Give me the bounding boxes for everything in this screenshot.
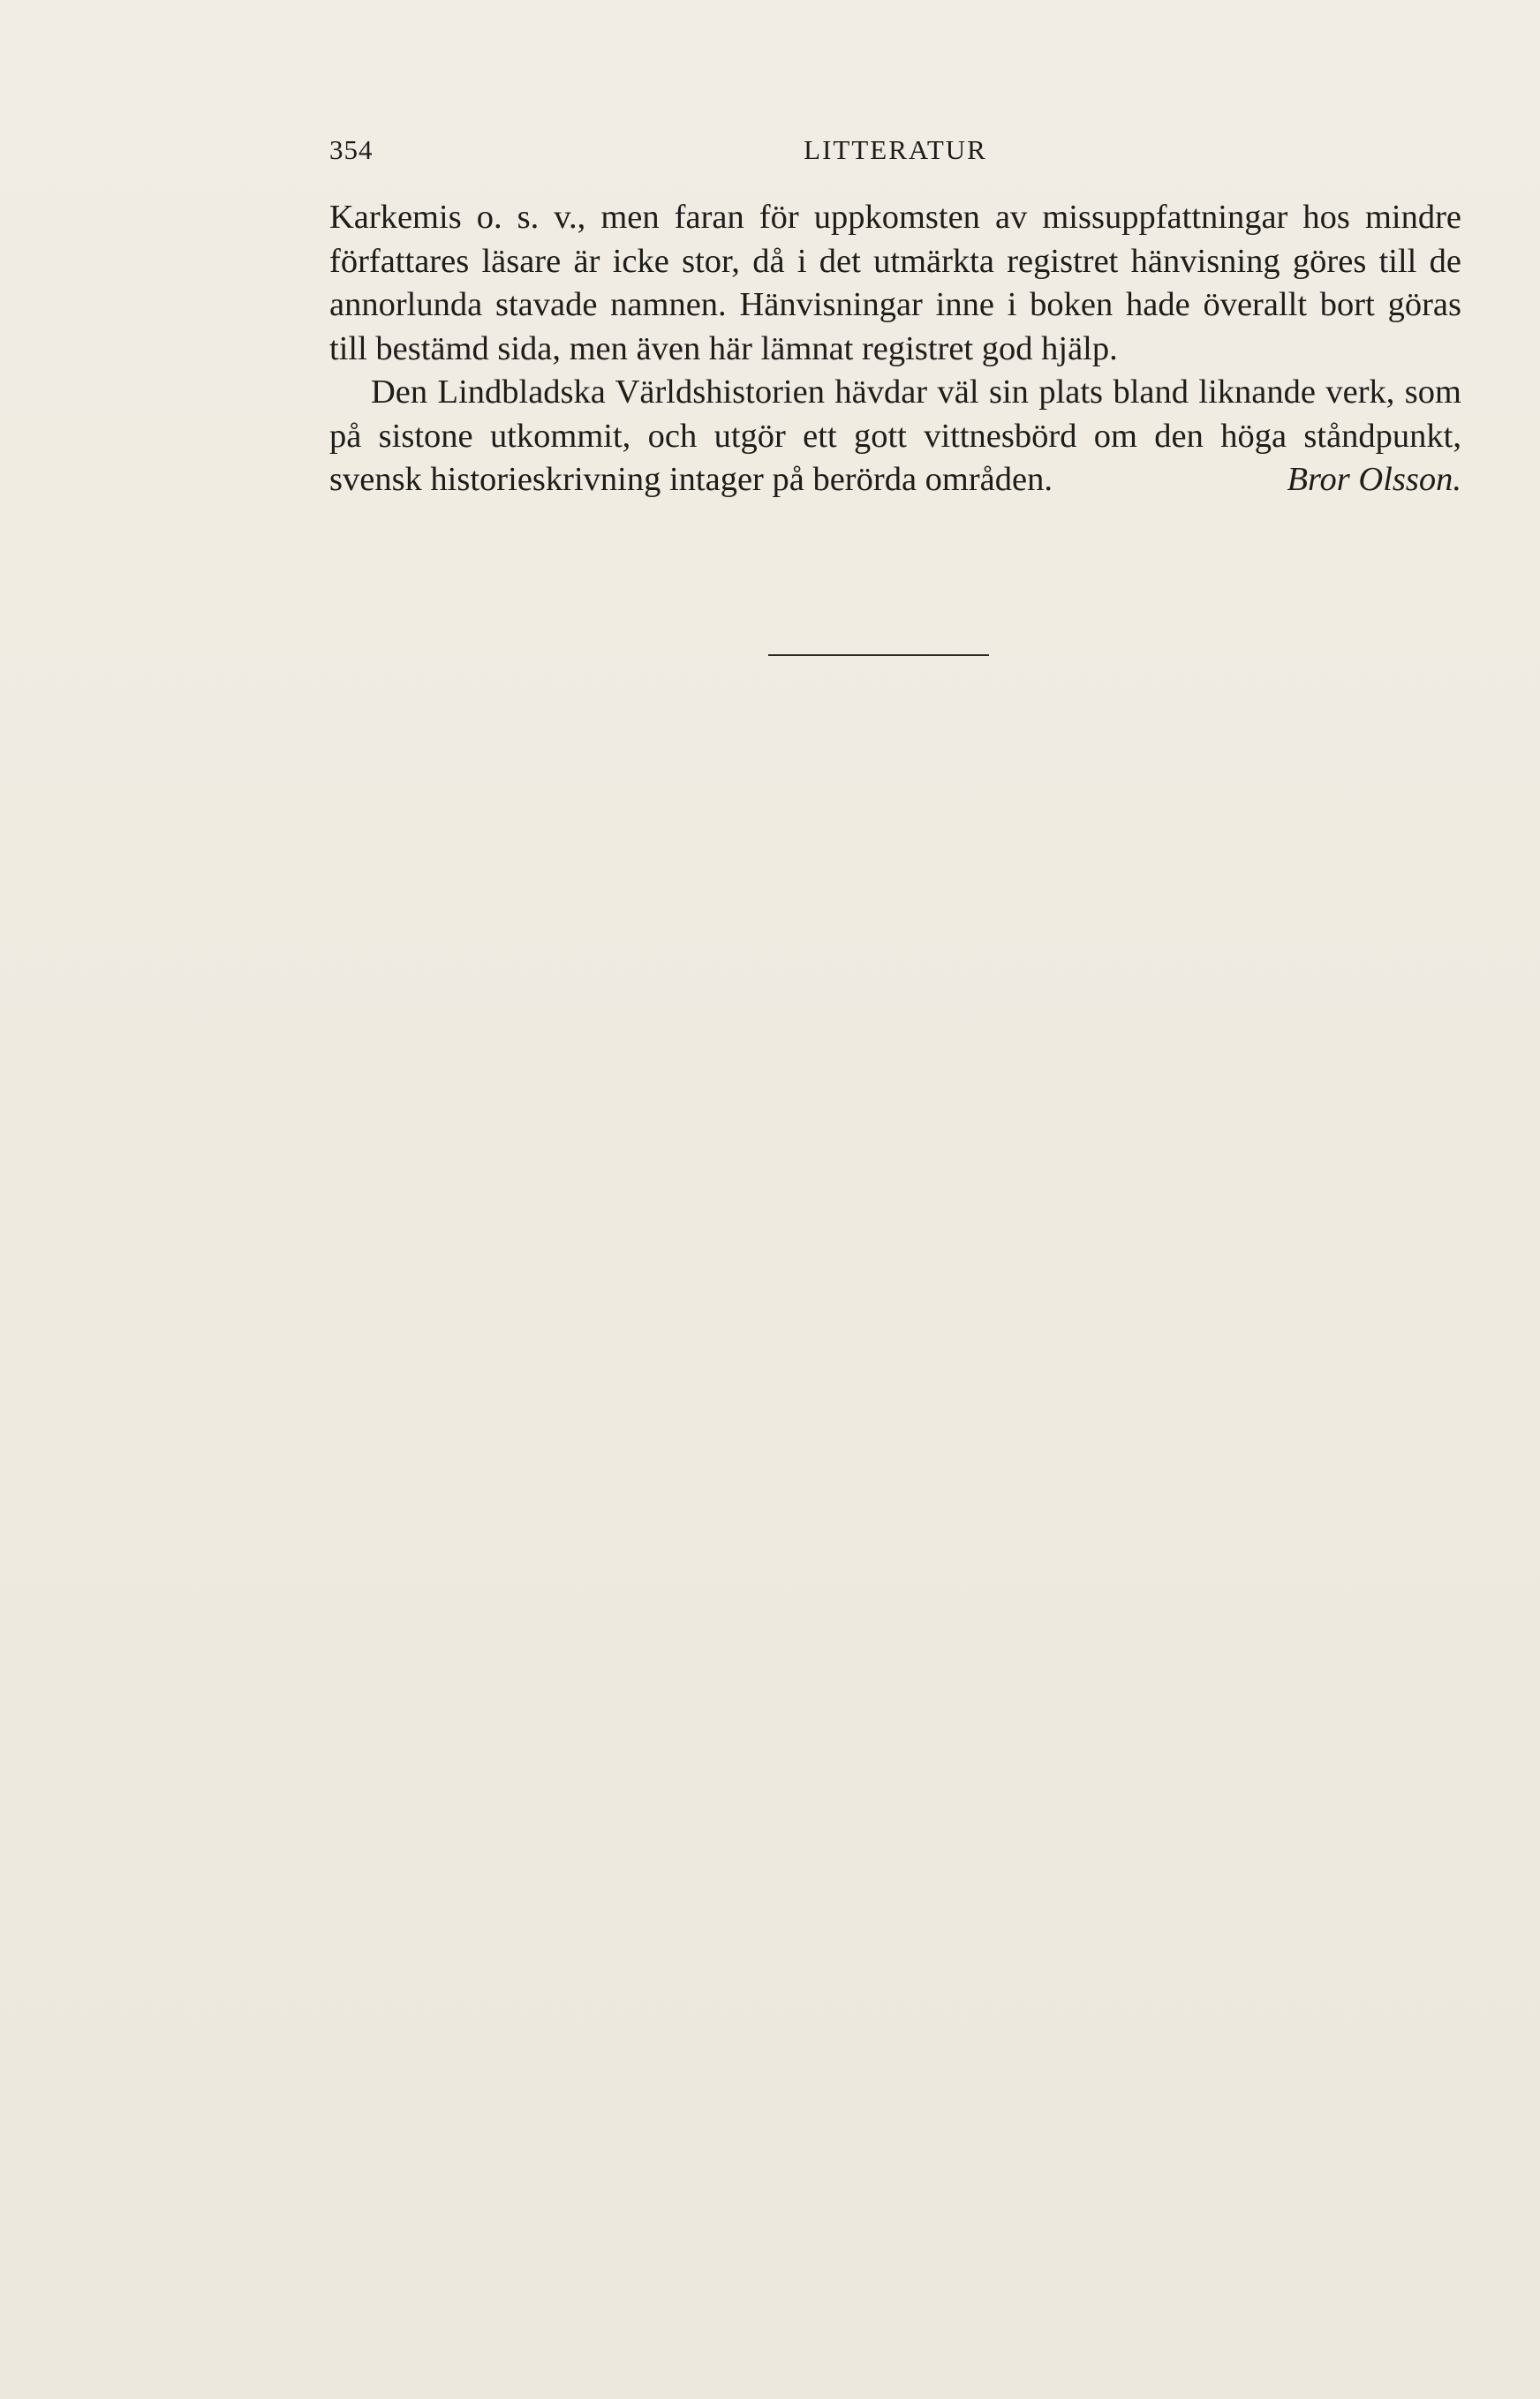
paragraph — [329, 371, 1461, 502]
page-header — [329, 134, 1461, 170]
signature: Bror Olsson. — [1287, 461, 1461, 498]
paragraph-text: Den Lindbladska Världshistorien hävdar väl sin plats bland liknande verk, som på sistone utkommit, och utgör ett gott vittnesbörd om den höga ståndpunkt, svensk historieskrivning intager på berörda områden. — [329, 373, 1461, 498]
running-head: LITTERATUR — [804, 134, 987, 165]
paragraph: Karkemis o. s. v., men faran för uppkomsten av missuppfattningar hos mindre författares läsare är icke stor, då i det utmärkta registret hänvisning göres till de annorlunda stavade namnen. Hänvisningar inne i boken hade överallt bort göras till bestämd sida, men även här lämnat registret god hjälp. — [329, 199, 1461, 367]
section-divider — [768, 654, 989, 656]
page-number: 354 — [329, 134, 374, 165]
body-text — [329, 196, 1461, 502]
